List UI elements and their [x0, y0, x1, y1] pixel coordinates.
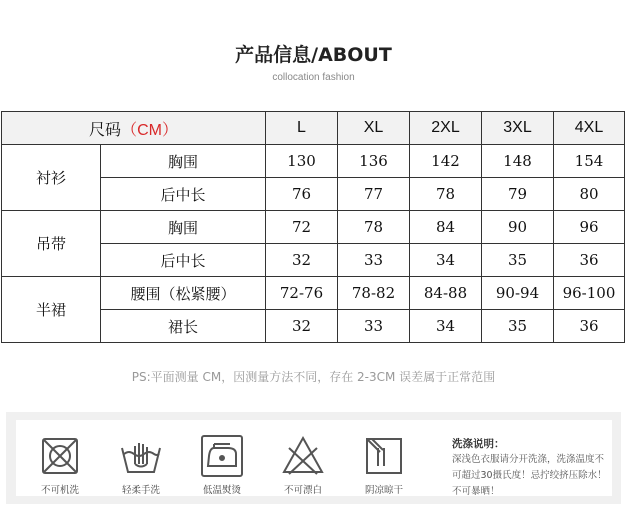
measure-value: 78 [410, 178, 482, 211]
measure-value: 72-76 [266, 277, 338, 310]
care-panel-inner [16, 420, 612, 496]
measurement-note: PS:平面测量 CM，因测量方法不同，存在 2-3CM 误差属于正常范围 [131, 370, 496, 384]
table-header-row [2, 112, 625, 145]
measure-value: 35 [482, 244, 554, 277]
care-panel [6, 412, 621, 504]
hand-wash-icon [119, 434, 163, 478]
shade-dry-icon [362, 434, 406, 478]
measure-value: 84 [410, 211, 482, 244]
care-label: 不可机洗 [40, 485, 79, 496]
size-column-header: XL [338, 112, 410, 145]
wash-instructions-title: 洗涤说明： [452, 438, 505, 450]
care-label: 轻柔手洗 [121, 485, 160, 496]
measure-value: 136 [338, 145, 410, 178]
size-column-header: 2XL [410, 112, 482, 145]
table-row [2, 145, 625, 178]
measure-value: 154 [554, 145, 625, 178]
size-header-label: 尺码 [89, 121, 122, 139]
no-bleach-icon [281, 434, 325, 478]
measure-value: 80 [554, 178, 625, 211]
measure-value: 33 [338, 244, 410, 277]
measure-label: 胸围 [101, 145, 266, 178]
size-header-cell [2, 112, 266, 145]
measure-value: 142 [410, 145, 482, 178]
measure-value: 34 [410, 310, 482, 343]
measure-value: 34 [410, 244, 482, 277]
group-label-shirt: 衬衫 [2, 145, 101, 211]
measure-label: 裙长 [101, 310, 266, 343]
table-row [2, 277, 625, 310]
measure-label: 胸围 [101, 211, 266, 244]
measure-value: 77 [338, 178, 410, 211]
group-label-camisole: 吊带 [2, 211, 101, 277]
wash-instructions-text: 深浅色衣服请分开洗涤，洗涤温度不可超过30摄氏度！忌拧绞挤压除水！不可暴晒！ [452, 454, 607, 497]
measure-value: 72 [266, 211, 338, 244]
size-column-header: 3XL [482, 112, 554, 145]
table-row [2, 211, 625, 244]
low-iron-icon [200, 434, 244, 478]
size-column-header: L [266, 112, 338, 145]
size-column-header: 4XL [554, 112, 625, 145]
measure-value: 96-100 [554, 277, 625, 310]
group-label-skirt: 半裙 [2, 277, 101, 343]
measure-label: 后中长 [101, 178, 266, 211]
measure-value: 36 [554, 310, 625, 343]
no-machine-wash-icon [38, 434, 82, 478]
measure-value: 35 [482, 310, 554, 343]
measure-value: 32 [266, 244, 338, 277]
measure-label: 后中长 [101, 244, 266, 277]
size-table [1, 111, 625, 343]
measure-value: 79 [482, 178, 554, 211]
measure-value: 32 [266, 310, 338, 343]
care-label: 不可漂白 [283, 485, 322, 496]
page-subtitle: collocation fashion [272, 72, 355, 83]
measure-value: 96 [554, 211, 625, 244]
measure-value: 84-88 [410, 277, 482, 310]
measure-value: 90-94 [482, 277, 554, 310]
care-label: 低温熨烫 [202, 485, 241, 496]
measure-label: 腰围（松紧腰） [101, 277, 266, 310]
measure-value: 90 [482, 211, 554, 244]
measure-value: 78 [338, 211, 410, 244]
size-header-unit: （CM） [121, 121, 178, 139]
page-title: 产品信息/ABOUT [235, 44, 392, 66]
measure-value: 148 [482, 145, 554, 178]
measure-value: 130 [266, 145, 338, 178]
measure-value: 36 [554, 244, 625, 277]
measure-value: 76 [266, 178, 338, 211]
measure-value: 33 [338, 310, 410, 343]
measure-value: 78-82 [338, 277, 410, 310]
care-label: 阴凉晾干 [364, 485, 403, 496]
